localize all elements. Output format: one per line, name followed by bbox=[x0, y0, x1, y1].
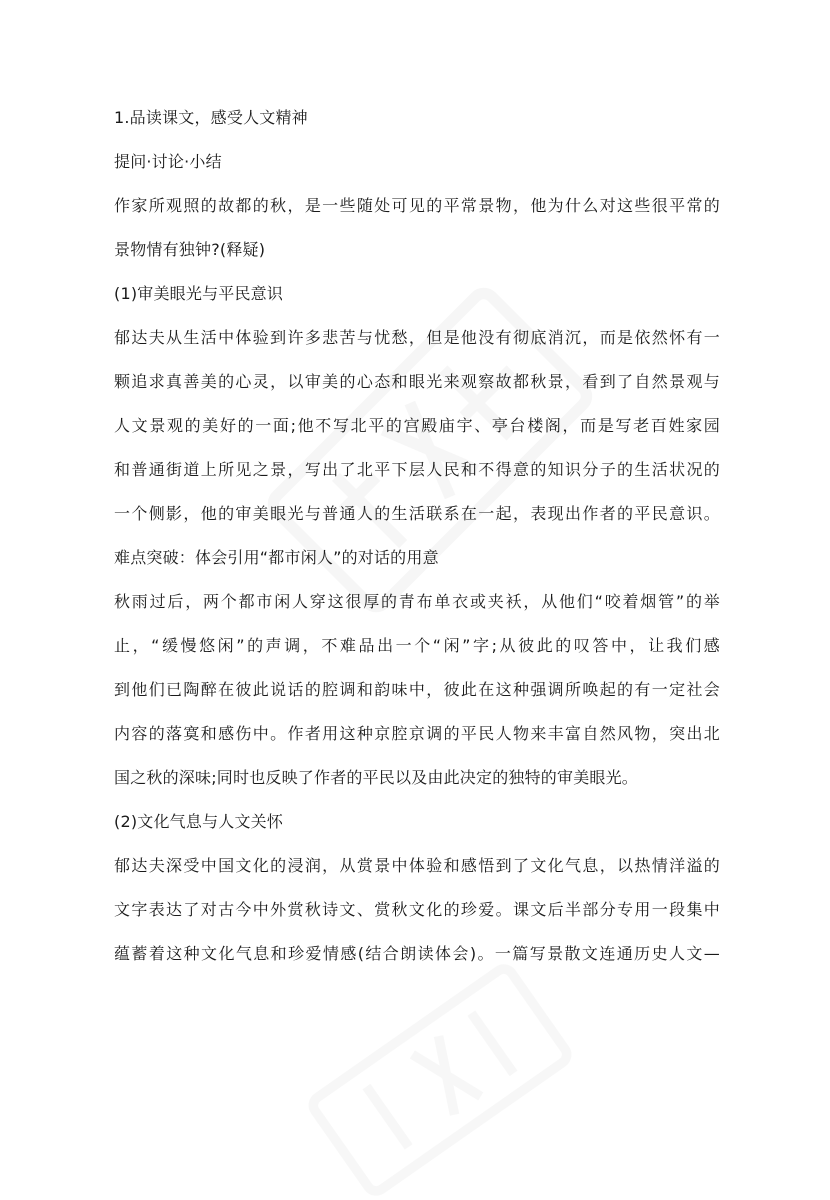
paragraph-line: 文字表达了对古今中外赏秋诗文、赏秋文化的珍爱。课文后半部分专用一段集中 bbox=[114, 900, 720, 919]
paragraph-line: 到他们已陶醉在彼此说话的腔调和韵味中，彼此在这种强调所唤起的有一定社会 bbox=[114, 680, 720, 699]
paragraph-line: 颗追求真善美的心灵，以审美的心态和眼光来观察故都秋景，看到了自然景观与 bbox=[114, 372, 720, 391]
section-heading: 1.品读课文，感受人文精神 bbox=[114, 108, 308, 127]
paragraph-line: 人文景观的美好的一面;他不写北平的宫殿庙宇、亭台楼阁，而是写老百姓家园 bbox=[114, 416, 720, 435]
paragraph-line: 一个侧影，他的审美眼光与普通人的生活联系在一起，表现出作者的平民意识。 bbox=[114, 504, 720, 523]
subheading: 提问·讨论·小结 bbox=[114, 152, 222, 171]
paragraph-line: 郁达夫从生活中体验到许多悲苦与忧愁，但是他没有彻底消沉，而是依然怀有一 bbox=[114, 328, 720, 347]
subheading: 难点突破：体会引用“都市闲人”的对话的用意 bbox=[114, 548, 439, 567]
paragraph-line: 和普通街道上所见之景，写出了北平下层人民和不得意的知识分子的生活状况的 bbox=[114, 460, 720, 479]
document-body bbox=[114, 96, 720, 976]
subheading: (2)文化气息与人文关怀 bbox=[114, 812, 284, 831]
paragraph-line: 作家所观照的故都的秋，是一些随处可见的平常景物，他为什么对这些很平常的 bbox=[114, 196, 720, 215]
paragraph-line: 止，“缓慢悠闲”的声调，不难品出一个“闲”字;从彼此的叹答中，让我们感 bbox=[114, 636, 720, 655]
watermark-logo-icon-bottom bbox=[280, 960, 600, 1200]
paragraph-line: 国之秋的深味;同时也反映了作者的平民以及由此决定的独特的审美眼光。 bbox=[114, 768, 638, 787]
paragraph-line: 景物情有独钟?(释疑) bbox=[114, 240, 266, 259]
subheading: (1)审美眼光与平民意识 bbox=[114, 284, 284, 303]
paragraph-line: 蕴蓄着这种文化气息和珍爱情感(结合朗读体会)。一篇写景散文连通历史人文— bbox=[114, 944, 720, 963]
paragraph-line: 郁达夫深受中国文化的浸润，从赏景中体验和感悟到了文化气息，以热情洋溢的 bbox=[114, 856, 720, 875]
paragraph-line: 秋雨过后，两个都市闲人穿这很厚的青布单衣或夹袄，从他们“咬着烟管”的举 bbox=[114, 592, 720, 611]
paragraph-line: 内容的落寞和感伤中。作者用这种京腔京调的平民人物来丰富自然风物，突出北 bbox=[114, 724, 720, 743]
